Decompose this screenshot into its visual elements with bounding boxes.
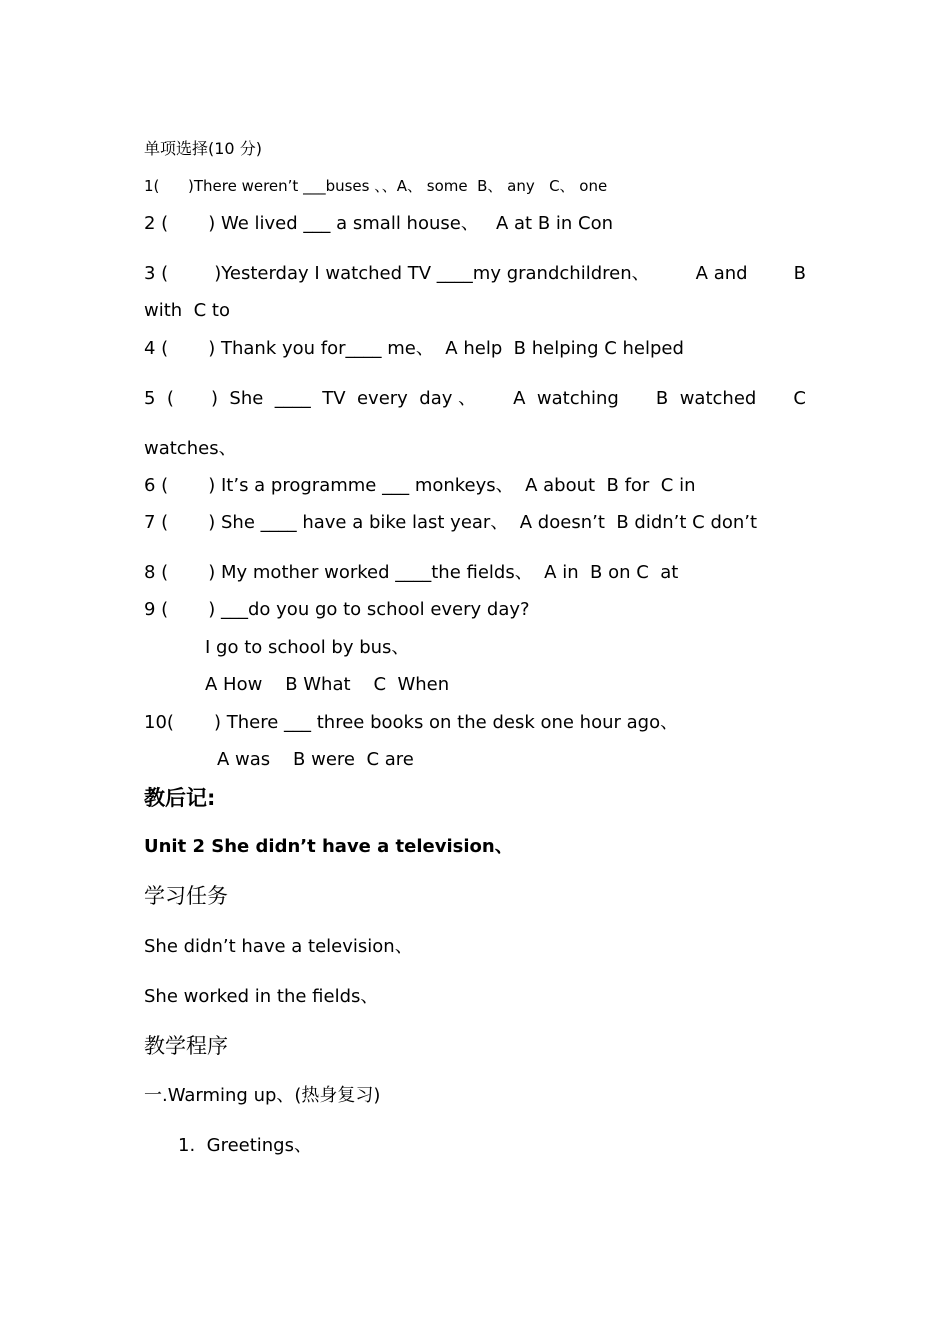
question-5-option-a: A watching xyxy=(513,388,619,409)
question-3-stem: )Yesterday I watched TV ____my grandchildren、 xyxy=(214,263,650,284)
procedure-sub-item-1: 1. Greetings、 xyxy=(178,1135,312,1156)
question-9-options: A How B What C When xyxy=(205,674,450,695)
question-5-line-1 xyxy=(144,390,806,408)
question-5-line-2: watches、 xyxy=(144,438,237,459)
question-10-options: A was B were C are xyxy=(217,749,414,770)
question-4: 4 ( ) Thank you for____ me、 A help B helping C helped xyxy=(144,338,684,359)
task-item: She worked in the fields、 xyxy=(144,986,379,1007)
question-5-option-c: C xyxy=(793,388,806,409)
question-3-line-1 xyxy=(144,265,806,283)
question-3-line-2: with C to xyxy=(144,300,230,321)
unit-title: Unit 2 She didn’t have a television、 xyxy=(144,836,513,857)
procedure-step-1: 一.Warming up、(热身复习) xyxy=(144,1085,381,1106)
question-3-option-b: B xyxy=(793,263,806,284)
tasks-heading: 学习任务 xyxy=(144,884,228,908)
question-2: 2 ( ) We lived ___ a small house、 A at B in Con xyxy=(144,213,614,234)
question-5-stem: ) She ____ TV every day 、 xyxy=(210,388,477,409)
section-title: 单项选择(10 分) xyxy=(144,139,262,158)
question-9-answer: I go to school by bus、 xyxy=(205,637,410,658)
question-8: 8 ( ) My mother worked ____the fields、 A in B on C at xyxy=(144,562,679,583)
question-5-option-b: B watched xyxy=(655,388,757,409)
task-item: She didn’t have a television、 xyxy=(144,936,413,957)
question-7: 7 ( ) She ____ have a bike last year、 A doesn’t B didn’t C don’t xyxy=(144,512,758,533)
procedure-heading: 教学程序 xyxy=(144,1034,228,1058)
question-1: 1( )There weren’t ___buses 、、A、 some B、 any C、 one xyxy=(144,177,608,195)
notes-heading: 教后记: xyxy=(144,786,216,810)
question-6: 6 ( ) It’s a programme ___ monkeys、 A about B for C in xyxy=(144,475,696,496)
question-3-option-a: A and xyxy=(695,263,748,284)
question-10: 10( ) There ___ three books on the desk one hour ago、 xyxy=(144,712,679,733)
question-5-number: 5 ( xyxy=(144,388,174,409)
question-9: 9 ( ) ___do you go to school every day? xyxy=(144,599,530,620)
question-3-number: 3 ( xyxy=(144,263,169,284)
